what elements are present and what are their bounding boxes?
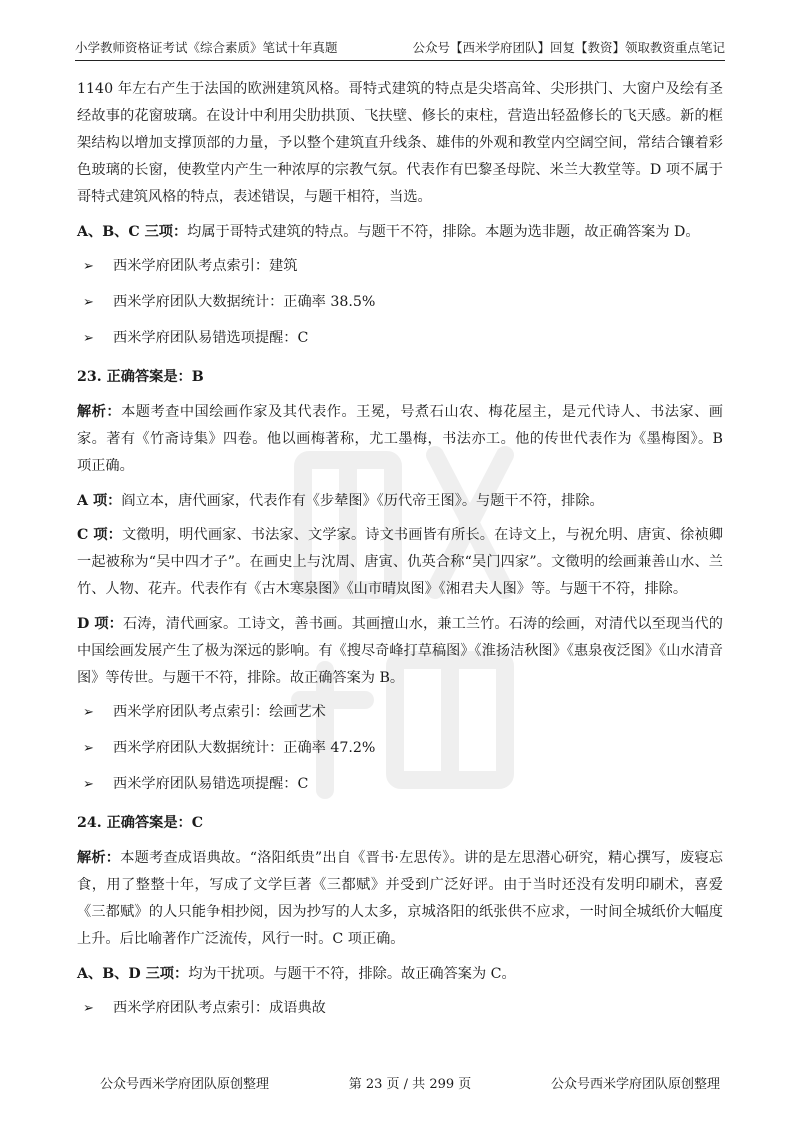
arrow-right-icon: ➢ [83, 705, 94, 720]
option-text: 文徵明，明代画家、书法家、文学家。诗文书画皆有所长。在诗文上，与祝允明、唐寅、徐祯卿一起被称为“吴中四才子”。在画史上与沈周、唐寅、仇英合称“吴门四家”。文徵明的绘画兼善山水、兰竹、人物、花卉。代表作有《古木寒泉图》《山市晴岚图》《湘君夫人图》等。与题干不符，排除。 [77, 527, 723, 597]
bullet-item [77, 995, 723, 1022]
bullet-text: 西米学府团队大数据统计：正确率 47.2% [113, 740, 376, 756]
header-left-title: 小学教师资格证考试《综合素质》笔试十年真题 [75, 40, 338, 55]
bullet-text: 西米学府团队大数据统计：正确率 38.5% [113, 294, 376, 310]
option-label: A 项： [77, 492, 122, 509]
analysis-label: 解析： [77, 850, 121, 866]
paragraph [77, 845, 723, 953]
analysis-text: 本题考查成语典故。“洛阳纸贵”出自《晋书·左思传》。讲的是左思潜心研究，精心撰写，废寝忘食，用了整整十年，写成了文学巨著《三都赋》并受到广泛好评。由于当时还没有发明印刷术，喜爱《三都赋》的人只能争相抄阅，因为抄写的人太多，京城洛阳的纸张供不应求，一时间全城纸价大幅度上升。后比喻著作广泛流传，风行一时。C 项正确。 [77, 850, 723, 947]
option-label: C 项： [77, 527, 122, 543]
paragraph [77, 961, 723, 988]
paragraph [77, 488, 723, 515]
option-text: 均属于哥特式建筑的特点。与题干不符，排除。本题为选非题，故正确答案为 D。 [187, 223, 700, 240]
bullet-text: 西米学府团队易错选项提醒：C [113, 330, 309, 346]
arrow-right-icon: ➢ [83, 777, 94, 792]
footer-right: 公众号西米学府团队原创整理 [550, 1077, 720, 1092]
option-label: A、B、C 三项： [77, 223, 188, 240]
bullet-item [77, 699, 723, 726]
header-divider [75, 60, 725, 61]
bullet-text: 西米学府团队考点索引：建筑 [113, 258, 298, 274]
bullet-item [77, 325, 723, 352]
bullet-item [77, 253, 723, 280]
paragraph: 1140 年左右产生于法国的欧洲建筑风格。哥特式建筑的特点是尖塔高耸、尖形拱门、大窗户及绘有圣经故事的花窗玻璃。在设计中利用尖肋拱顶、飞扶壁、修长的束柱，营造出轻盈修长的飞天感。新的框架结构以增加支撑顶部的力量，予以整个建筑直升线条、雄伟的外观和教堂内空阔空间，常结合镶着彩色玻璃的长窗，使教堂内产生一种浓厚的宗教气氛。代表作有巴黎圣母院、米兰大教堂等。D 项不属于哥特式建筑风格的特点，表述错误，与题干相符，当选。 [77, 81, 723, 205]
answer-heading-24: 24. 正确答案是：C [77, 815, 204, 831]
page-header [75, 40, 725, 56]
arrow-right-icon: ➢ [83, 331, 94, 346]
option-text: 石涛，清代画家。工诗文，善书画。其画擅山水，兼工兰竹。石涛的绘画，对清代以至现当代的中国绘画发展产生了极为深远的影响。有《搜尽奇峰打草稿图》《淮扬洁秋图》《惠泉夜泛图》《山水清音图》等传世。与题干不符，排除。故正确答案为 B。 [77, 615, 723, 686]
page-number: 第 23 页 / 共 299 页 [348, 1077, 472, 1092]
option-text: 均为干扰项。与题干不符，排除。故正确答案为 C。 [188, 965, 516, 982]
paragraph [77, 219, 723, 246]
answer-heading-23: 23. 正确答案是：B [77, 369, 204, 385]
arrow-right-icon: ➢ [83, 741, 94, 756]
paragraph [77, 611, 723, 692]
bullet-text: 西米学府团队考点索引：绘画艺术 [113, 704, 326, 720]
bullet-text: 西米学府团队考点索引：成语典故 [113, 1000, 326, 1016]
option-text: 阎立本，唐代画家，代表作有《步辇图》《历代帝王图》。与题干不符，排除。 [121, 492, 604, 509]
analysis-text: 本题考查中国绘画作家及其代表作。王冕，号煮石山农、梅花屋主，是元代诗人、书法家、画家。著有《竹斋诗集》四卷。他以画梅著称，尤工墨梅，书法亦工。他的传世代表作为《墨梅图》。B 项正确。 [77, 404, 723, 474]
header-right-note: 公众号【西米学府团队】回复【教资】领取教资重点笔记 [412, 40, 725, 55]
bullet-item [77, 735, 723, 762]
document-body [77, 76, 723, 1031]
paragraph [77, 399, 723, 480]
bullet-item [77, 771, 723, 798]
option-label: A、B、D 三项： [77, 965, 189, 982]
analysis-label: 解析： [77, 404, 122, 420]
arrow-right-icon: ➢ [83, 259, 94, 274]
footer-left: 公众号西米学府团队原创整理 [100, 1077, 270, 1092]
arrow-right-icon: ➢ [83, 1001, 94, 1016]
bullet-text: 西米学府团队易错选项提醒：C [113, 776, 309, 792]
page-footer [100, 1073, 720, 1092]
option-label: D 项： [77, 615, 123, 632]
arrow-right-icon: ➢ [83, 295, 94, 310]
paragraph [77, 522, 723, 603]
bullet-item [77, 289, 723, 316]
